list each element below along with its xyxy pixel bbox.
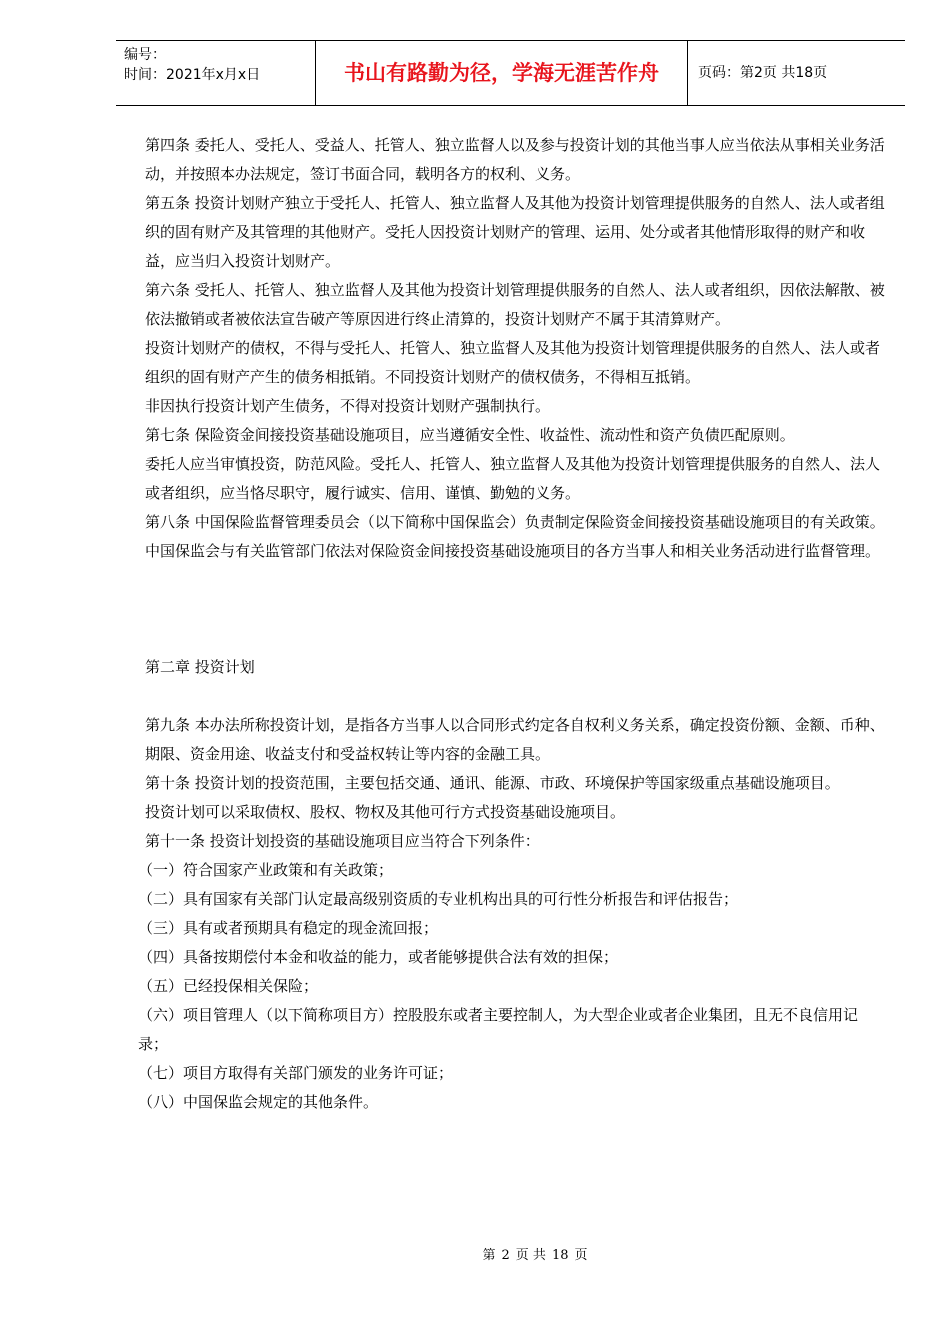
paragraph: 第九条 本办法所称投资计划，是指各方当事人以合同形式约定各自权利义务关系，确定投资份额、金额、币种、期限、资金用途、收益支付和受益权转让等内容的金融工具。 — [145, 716, 885, 763]
list-item: （七）项目方取得有关部门颁发的业务许可证； — [138, 1064, 454, 1082]
spacer — [145, 624, 885, 653]
paragraph: 第十条 投资计划的投资范围，主要包括交通、通讯、能源、市政、环境保护等国家级重点基础设施项目。 — [145, 774, 840, 792]
footer-page-number: 2 — [501, 1248, 510, 1263]
paragraph: 委托人应当审慎投资，防范风险。受托人、托管人、独立监督人及其他为投资计划管理提供服务的自然人、法人或者组织，应当恪尽职守，履行诚实、信用、谨慎、勤勉的义务。 — [145, 455, 881, 502]
header-meta — [116, 41, 315, 105]
conditions-list — [138, 856, 885, 1117]
footer-suffix: 页 — [574, 1248, 588, 1263]
header-page-label: 页码：第2页 共18页 — [698, 65, 828, 81]
spacer — [145, 566, 885, 624]
chapter-title: 第二章 投资计划 — [145, 658, 255, 676]
spacer — [145, 682, 885, 711]
page-footer — [0, 1246, 950, 1266]
header-motto: 书山有路勤为径，学海无涯苦作舟 — [315, 41, 688, 105]
paragraph: 第五条 投资计划财产独立于受托人、托管人、独立监督人及其他为投资计划管理提供服务的自然人、法人或者组织的固有财产及其管理的其他财产。受托人因投资计划财产的管理、运用、处分或者其他情形取得的财产和收益，应当归入投资计划财产。 — [145, 194, 885, 270]
paragraph: 第八条 中国保险监督管理委员会（以下简称中国保监会）负责制定保险资金间接投资基础设施项目的有关政策。 — [145, 513, 885, 531]
document-time-label: 时间：2021年x月x日 — [124, 67, 261, 83]
paragraph: 非因执行投资计划产生债务，不得对投资计划财产强制执行。 — [145, 397, 551, 415]
paragraph: 第六条 受托人、托管人、独立监督人及其他为投资计划管理提供服务的自然人、法人或者组织，因依法解散、被依法撤销或者被依法宣告破产等原因进行终止清算的，投资计划财产不属于其清算财产。 — [145, 281, 885, 328]
list-item: （四）具备按期偿付本金和收益的能力，或者能够提供合法有效的担保； — [138, 948, 619, 966]
list-item: （六）项目管理人（以下简称项目方）控股股东或者主要控制人，为大型企业或者企业集团，且无不良信用记录； — [138, 1006, 859, 1053]
footer-prefix: 第 — [482, 1248, 496, 1263]
paragraph: 投资计划财产的债权，不得与受托人、托管人、独立监督人及其他为投资计划管理提供服务的自然人、法人或者组织的固有财产产生的债务相抵销。不同投资计划财产的债权债务，不得相互抵销。 — [145, 339, 881, 386]
paragraph: 第四条 委托人、受托人、受益人、托管人、独立监督人以及参与投资计划的其他当事人应当依法从事相关业务活动，并按照本办法规定，签订书面合同，载明各方的权利、义务。 — [145, 136, 885, 183]
list-item: （三）具有或者预期具有稳定的现金流回报； — [138, 919, 439, 937]
list-item: （二）具有国家有关部门认定最高级别资质的专业机构出具的可行性分析报告和评估报告； — [138, 890, 739, 908]
list-item: （一）符合国家产业政策和有关政策； — [138, 861, 394, 879]
page-header — [116, 40, 905, 106]
document-number-label: 编号： — [124, 47, 166, 63]
paragraph: 第十一条 投资计划投资的基础设施项目应当符合下列条件： — [145, 832, 540, 850]
paragraph: 第七条 保险资金间接投资基础设施项目，应当遵循安全性、收益性、流动性和资产负债匹配原则。 — [145, 426, 795, 444]
footer-total-pages: 18 — [551, 1248, 569, 1263]
paragraph: 投资计划可以采取债权、股权、物权及其他可行方式投资基础设施项目。 — [145, 803, 626, 821]
footer-mid: 页 共 — [515, 1248, 546, 1263]
list-item: （八）中国保监会规定的其他条件。 — [138, 1093, 379, 1111]
document-body — [138, 131, 885, 1117]
paragraph: 中国保监会与有关监管部门依法对保险资金间接投资基础设施项目的各方当事人和相关业务活动进行监督管理。 — [145, 542, 881, 560]
list-item: （五）已经投保相关保险； — [138, 977, 319, 995]
